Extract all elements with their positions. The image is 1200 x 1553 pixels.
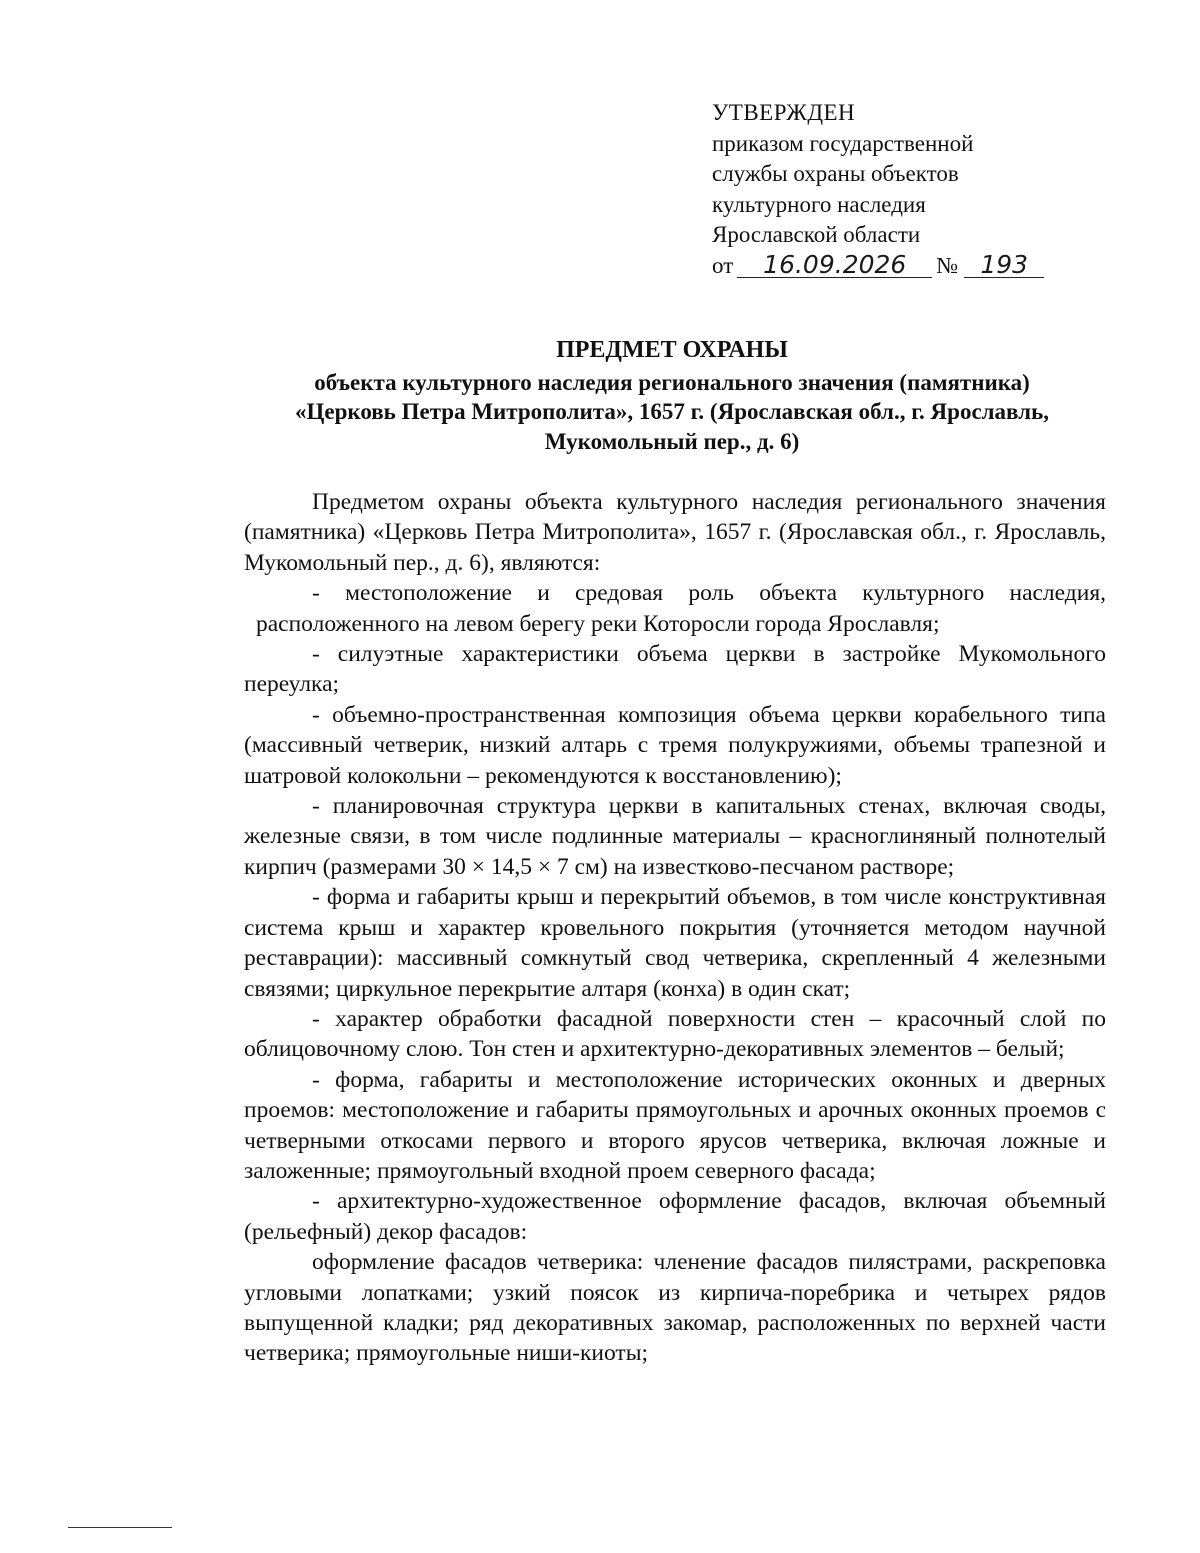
paragraph-intro: Предметом охраны объекта культурного наследия регионального значения (памятника) «Церковь Петра Митрополита», 1657 г. (Ярославская обл., г. Ярославль, Мукомольный пер., д. 6), являются: xyxy=(244,489,1106,576)
paragraph-decoration: - архитектурно-художественное оформление фасадов, включая объемный (рельефный) декор фасадов: xyxy=(244,1188,1106,1245)
order-date-handwritten: 16.09.2026 xyxy=(737,253,932,278)
heading-line-1: объекта культурного наследия регионального значения (памятника) xyxy=(314,369,1030,395)
number-label: № xyxy=(936,252,959,278)
heading-line-2: «Церковь Петра Митрополита», 1657 г. (Ярославская обл., г. Ярославль, xyxy=(295,399,1049,424)
heading-line-3: Мукомольный пер., д. 6) xyxy=(544,428,800,454)
approval-line-3: культурного наследия xyxy=(712,191,926,217)
date-prefix: от xyxy=(712,252,734,278)
paragraph-location: - местоположение и средовая роль объекта культурного наследия, расположенного на левом берегу реки Которосли города Ярославля; xyxy=(256,580,1106,637)
paragraph-composition: - объемно-пространственная композиция объема церкви корабельного типа (массивный четверик, низкий алтарь с тремя полукружиями, объемы трапезной и шатровой колокольни – рекомендуются к восстановлению); xyxy=(244,701,1106,789)
approval-title: УТВЕРЖДЕН xyxy=(712,100,856,125)
document-body xyxy=(244,487,1106,1369)
order-date-number-row xyxy=(712,251,1044,282)
paragraph-surface: - характер обработки фасадной поверхности стен – красочный слой по облицовочному слою. Тон стен и архитектурно-декоративных элементов – белый; xyxy=(244,1005,1106,1063)
approval-line-4: Ярославской области xyxy=(712,222,921,248)
approval-line-2: службы охраны объектов xyxy=(712,161,959,187)
paragraph-openings: - форма, габариты и местоположение исторических оконных и дверных проемов: местоположение и габариты прямоугольных и арочных оконных проемов с четверными откосами первого и второго ярусов четверика, включая ложные и заложенные; прямоугольный входной проем северного фасада; xyxy=(244,1066,1106,1184)
paragraph-roofs: - форма и габариты крыш и перекрытий объемов, в том числе конструктивная система крыш и характер кровельного покрытия (уточняется методом научной реставрации): массивный сомкнутый свод четверика, скрепленный 4 железными связями; циркульное перекрытие алтаря (конха) в один скат; xyxy=(244,884,1106,1002)
footnote-divider xyxy=(68,1527,172,1528)
document-heading xyxy=(240,336,1104,456)
paragraph-facades: оформление фасадов четверика: членение фасадов пилястрами, раскреповка угловыми лопатками; узкий поясок из кирпича-поребрика и четырех рядов выпущенной кладки; ряд декоративных закомар, расположенных по верхней части четверика; прямоугольные ниши-киоты; xyxy=(244,1249,1106,1367)
approval-line-1: приказом государственной xyxy=(712,130,974,156)
paragraph-planning: - планировочная структура церкви в капитальных стенах, включая своды, железные связи, в том числе подлинные материалы – красноглиняный полнотелый кирпич (размерами 30 × 14,5 × 7 см) на известково-песчаном растворе; xyxy=(244,793,1106,880)
heading-title: ПРЕДМЕТ ОХРАНЫ xyxy=(556,337,788,363)
order-number-handwritten: 193 xyxy=(964,253,1044,278)
paragraph-silhouette: - силуэтные характеристики объема церкви в застройке Мукомольного переулка; xyxy=(244,641,1106,698)
approval-block xyxy=(712,98,1044,282)
